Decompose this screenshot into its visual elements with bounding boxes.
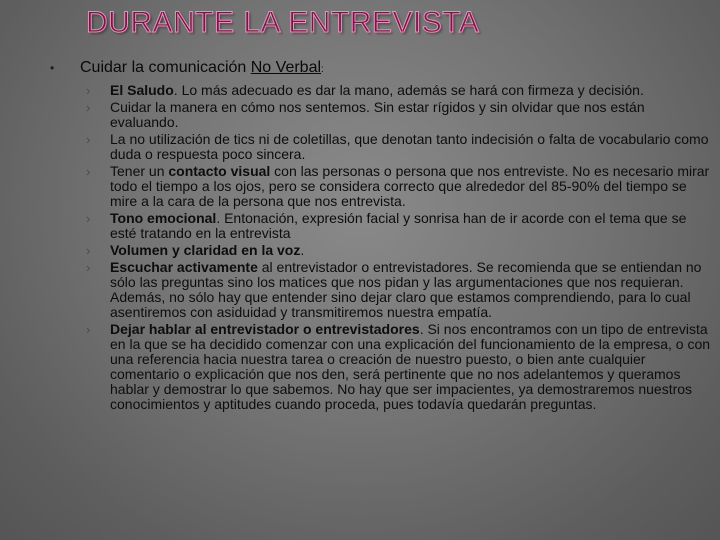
chevron-right-icon: › bbox=[86, 100, 91, 115]
chevron-right-icon: › bbox=[86, 83, 91, 98]
item-bold-text: Escuchar activamente bbox=[110, 259, 258, 275]
item-bold-text: Tono emocional bbox=[110, 210, 217, 226]
item-text: . Lo más adecuado es dar la mano, además se hará con firmeza y decisión. bbox=[173, 82, 644, 98]
main-bullet-emphasis: No Verbal bbox=[250, 59, 322, 76]
item-text: . bbox=[300, 242, 305, 258]
main-bullet-suffix: : bbox=[321, 64, 324, 75]
item-text: La no utilización de tics ni de coletillas, que denotan tanto indecisión o falta de vocabulario como duda o respuesta poco sincera. bbox=[110, 131, 709, 162]
item-bold-text: Volumen y claridad en la voz bbox=[110, 242, 301, 258]
sub-bullet-list bbox=[56, 83, 714, 412]
list-item bbox=[86, 131, 714, 162]
slide-content bbox=[50, 58, 714, 414]
chevron-right-icon: › bbox=[86, 164, 91, 179]
item-text: con las personas o persona que nos entreviste. No es necesario mirar todo el tiempo a los ojos, pero se considera correcto que alrededor del 85-90% del tiempo se mire a la cara de la persona que nos entrevista. bbox=[110, 163, 710, 209]
item-bold-text: El Saludo bbox=[110, 82, 174, 98]
main-bullet bbox=[50, 58, 714, 80]
item-text: Cuidar la manera en cómo nos sentemos. Sin estar rígidos y sin olvidar que nos están evaluando. bbox=[110, 99, 645, 130]
bullet-dot-icon: • bbox=[50, 61, 55, 75]
list-item bbox=[86, 82, 714, 98]
item-bold-text: contacto visual bbox=[168, 163, 271, 179]
item-text: . Si nos encontramos con un tipo de entrevista en la que se ha decidido comenzar con una explicación del funcionamiento de la empresa, o con una referencia hacia nuestra tarea o creación de nuestro puesto, o bien ante cualquier comentario o explicación que nos den, será pertinente que no nos adelantemos y queramos hablar y demostrar lo que sabemos. No hay que ser impacientes, ya demostraremos nuestros conocimientos y aptitudes cuando proceda, pues todavía quedarán preguntas. bbox=[110, 321, 711, 412]
chevron-right-icon: › bbox=[86, 132, 91, 147]
list-item bbox=[86, 99, 714, 130]
list-item bbox=[86, 321, 714, 412]
chevron-right-icon: › bbox=[86, 211, 91, 226]
list-item bbox=[86, 242, 714, 258]
chevron-right-icon: › bbox=[86, 322, 91, 337]
list-item bbox=[86, 259, 714, 320]
item-text: al entrevistador o entrevistadores. Se recomienda que se entiendan no sólo las preguntas sino los matices que nos pidan y las argumentaciones que nos requieran. Además, no sólo hay que entender sino dejar claro que estamos comprendiendo, para lo cual asentiremos con asiduidad y transmitiremos nuestra empatía. bbox=[110, 259, 702, 320]
main-bullet-prefix: Cuidar la comunicación bbox=[80, 59, 251, 76]
chevron-right-icon: › bbox=[86, 260, 91, 275]
item-pre-text: Tener un bbox=[110, 163, 169, 179]
list-item bbox=[86, 163, 714, 209]
item-bold-text: Dejar hablar al entrevistador o entrevistadores bbox=[110, 321, 420, 337]
slide-title: DURANTE LA ENTREVISTA bbox=[86, 6, 480, 39]
list-item bbox=[86, 210, 714, 241]
chevron-right-icon: › bbox=[86, 243, 91, 258]
item-text: . Entonación, expresión facial y sonrisa han de ir acorde con el tema que se esté tratando en la entrevista bbox=[110, 210, 687, 241]
